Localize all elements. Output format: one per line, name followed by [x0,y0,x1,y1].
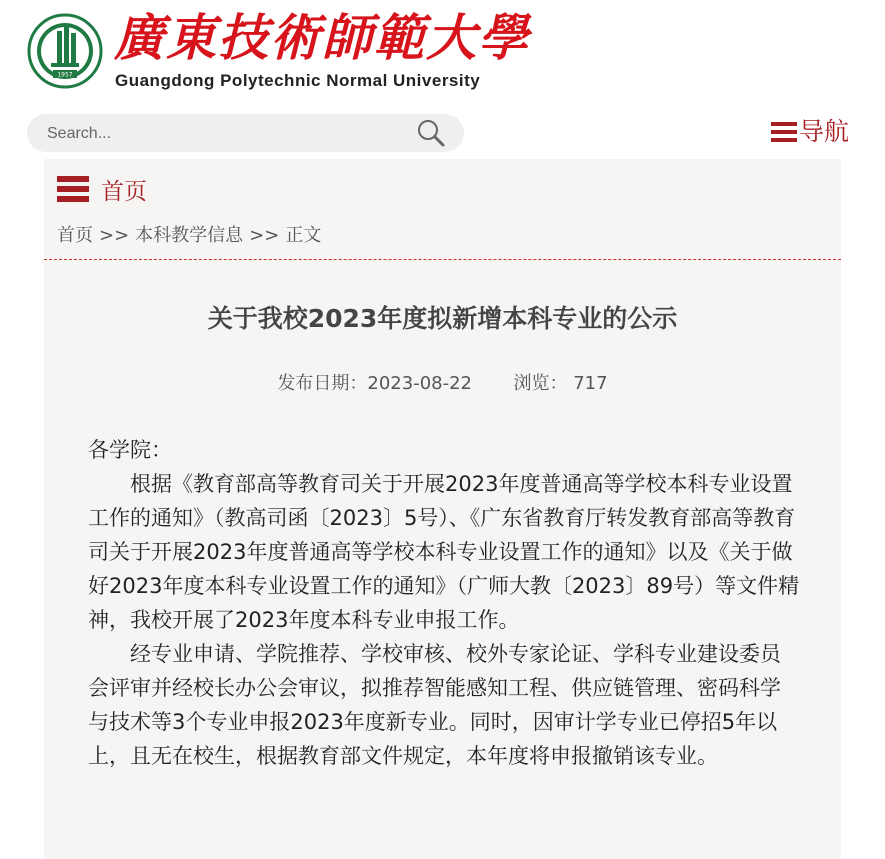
search-bar [27,114,464,152]
list-icon [57,176,89,202]
nav-menu-label: 导航 [799,117,850,146]
article-paragraph: 根据《教育部高等教育司关于开展2023年度普通高等学校本科专业设置工作的通知》（教高司函〔2023〕5号）、《广东省教育厅转发教育部高等教育司关于开展2023年度普通高等学校本科专业设置工作的通知》以及《关于做好2023年度本科专业设置工作的通知》（广师大教〔2023〕89号）等文件精神，我校开展了2023年度本科专业申报工作。 [88,472,800,632]
breadcrumb-current: 正文 [285,225,322,246]
search-icon[interactable] [416,118,446,148]
breadcrumb-separator: >> [99,225,130,246]
breadcrumb [57,221,321,247]
breadcrumb-separator: >> [249,225,280,246]
hamburger-icon [771,121,797,143]
article-title: 关于我校2023年度拟新增本科专业的公示 [207,304,678,333]
nav-menu-button[interactable] [771,114,849,150]
views-count: 717 [573,373,608,394]
breadcrumb-home[interactable]: 首页 [57,225,93,246]
dashed-divider [44,259,841,260]
site-header [0,0,885,100]
article-body [88,433,800,773]
article-paragraph: 经专业申请、学院推荐、学校审核、校外专家论证、学科专业建设委员会评审并经校长办公会审议，拟推荐智能感知工程、供应链管理、密码科学与技术等3个专业申报2023年度新专业。同时，因审计学专业已停招5年以上，且无在校生，根据教育部文件规定，本年度将申报撤销该专业。 [88,642,781,768]
university-logo[interactable] [27,13,103,89]
article-salutation: 各学院： [88,438,172,462]
search-input[interactable] [45,114,419,154]
university-name-en[interactable]: Guangdong Polytechnic Normal University [115,71,481,90]
breadcrumb-undergrad-info[interactable]: 本科教学信息 [135,225,244,246]
content-panel [44,159,841,859]
views-label: 浏览： [513,373,568,394]
publish-date: 发布日期：2023-08-22 [277,373,473,394]
section-title: 首页 [101,178,147,205]
university-name-cn[interactable]: 廣東技術師範大學 [114,8,530,67]
logo-year-text: 1957 [57,71,73,79]
section-header[interactable] [57,171,147,207]
article-meta [44,369,841,395]
